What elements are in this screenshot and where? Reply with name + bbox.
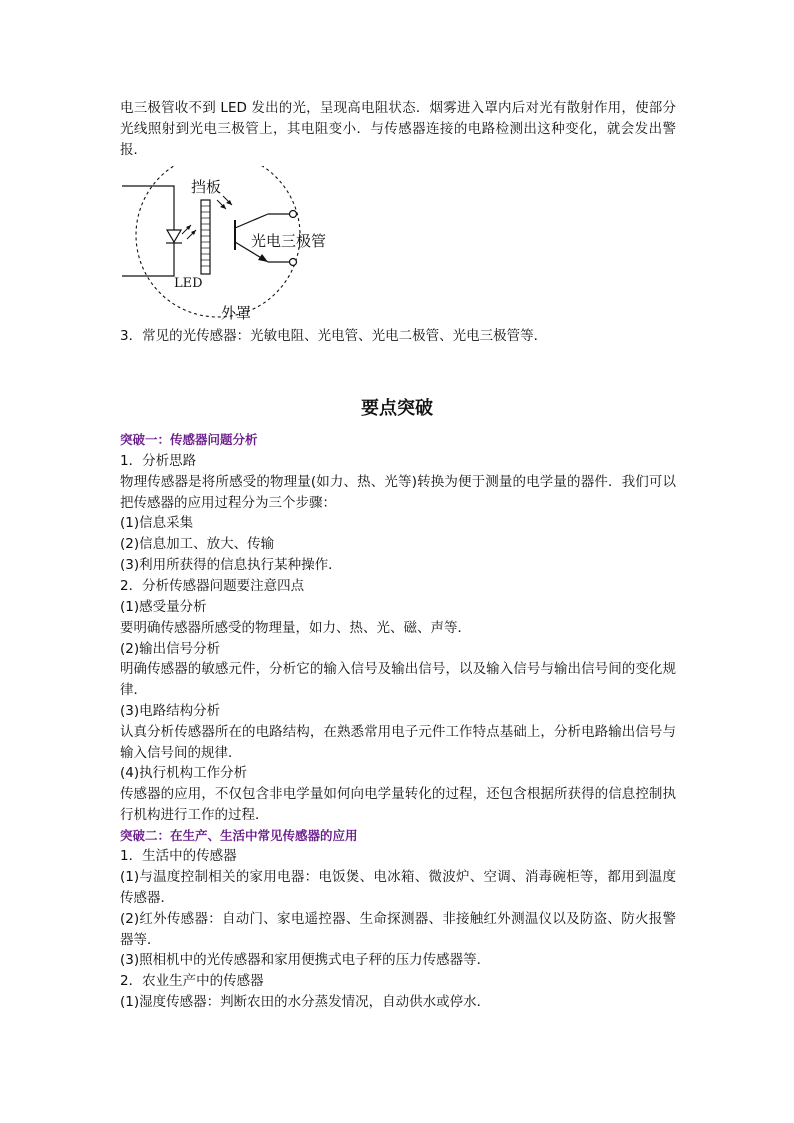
label-baffle: 挡板	[191, 178, 222, 196]
section-title: 要点突破	[361, 398, 433, 419]
b1-p2-title: (2)输出信号分析	[120, 641, 221, 657]
led-symbol	[167, 230, 181, 242]
smoke-detector-diagram	[118, 166, 348, 326]
b1-p2-text: 明确传感器的敏感元件，分析它的输入信号及输出信号，以及输入信号与输出信号间的变化规律．	[120, 661, 676, 698]
item-3: 3．常见的光传感器：光敏电阻、光电管、光电二极管、光电三极管等．	[120, 328, 548, 344]
b2-item3: (3)照相机中的光传感器和家用便携式电子秤的压力传感器等．	[120, 952, 491, 968]
b1-sub1: 1．分析思路	[120, 453, 197, 469]
b2-item4: (1)湿度传感器：判断农田的水分蒸发情况，自动供水或停水．	[120, 994, 491, 1010]
b1-p3-text: 认真分析传感器所在的电路结构，在熟悉常用电子元件工作特点基础上，分析电路输出信号与输入信号间的规律．	[120, 724, 676, 761]
label-cover: 外罩	[221, 304, 252, 322]
led-wire-bottom	[122, 242, 174, 276]
label-phototransistor: 光电三极管	[251, 232, 327, 250]
b1-p3-title: (3)电路结构分析	[120, 703, 221, 719]
b1-sub2: 2．分析传感器问题要注意四点	[120, 578, 305, 594]
baffle	[201, 200, 210, 274]
breakthrough1-heading: 突破一：传感器问题分析	[120, 432, 258, 447]
b2-item2: (2)红外传感器：自动门、家电遥控器、生命探测器、非接触红外测温仪以及防盗、防火报警器等．	[120, 911, 676, 948]
b1-step1: (1)信息采集	[120, 515, 194, 531]
intro-paragraph: 电三极管收不到 LED 发出的光，呈现高电阻状态．烟雾进入罩内后对光有散射作用，使部分光线照射到光电三极管上，其电阻变小．与传感器连接的电路检测出这种变化，就会发出警报．	[120, 100, 676, 158]
label-led: LED	[174, 276, 203, 291]
terminal-bottom	[290, 259, 297, 266]
b1-p4-title: (4)执行机构工作分析	[120, 765, 248, 781]
b2-item1: (1)与温度控制相关的家用电器：电饭煲、电冰箱、微波炉、空调、消毒碗柜等，都用到温度传感器．	[120, 869, 676, 906]
terminal-top	[290, 211, 297, 218]
b1-p4-text: 传感器的应用，不仅包含非电学量如何向电学量转化的过程，还包含根据所获得的信息控制执行机构进行工作的过程．	[120, 786, 676, 823]
b1-para1: 物理传感器是将所感受的物理量(如力、热、光等)转换为便于测量的电学量的器件．我们可以把传感器的应用过程分为三个步骤：	[120, 474, 676, 511]
b1-step3: (3)利用所获得的信息执行某种操作．	[120, 557, 342, 573]
b1-step2: (2)信息加工、放大、传输	[120, 536, 275, 552]
b1-p1-text: 要明确传感器所感受的物理量，如力、热、光、磁、声等．	[120, 620, 471, 636]
b2-sub2: 2．农业生产中的传感器	[120, 973, 264, 989]
b1-p1-title: (1)感受量分析	[120, 599, 207, 615]
b2-sub1: 1．生活中的传感器	[120, 848, 237, 864]
breakthrough2-heading: 突破二：在生产、生活中常见传感器的应用	[120, 828, 358, 843]
